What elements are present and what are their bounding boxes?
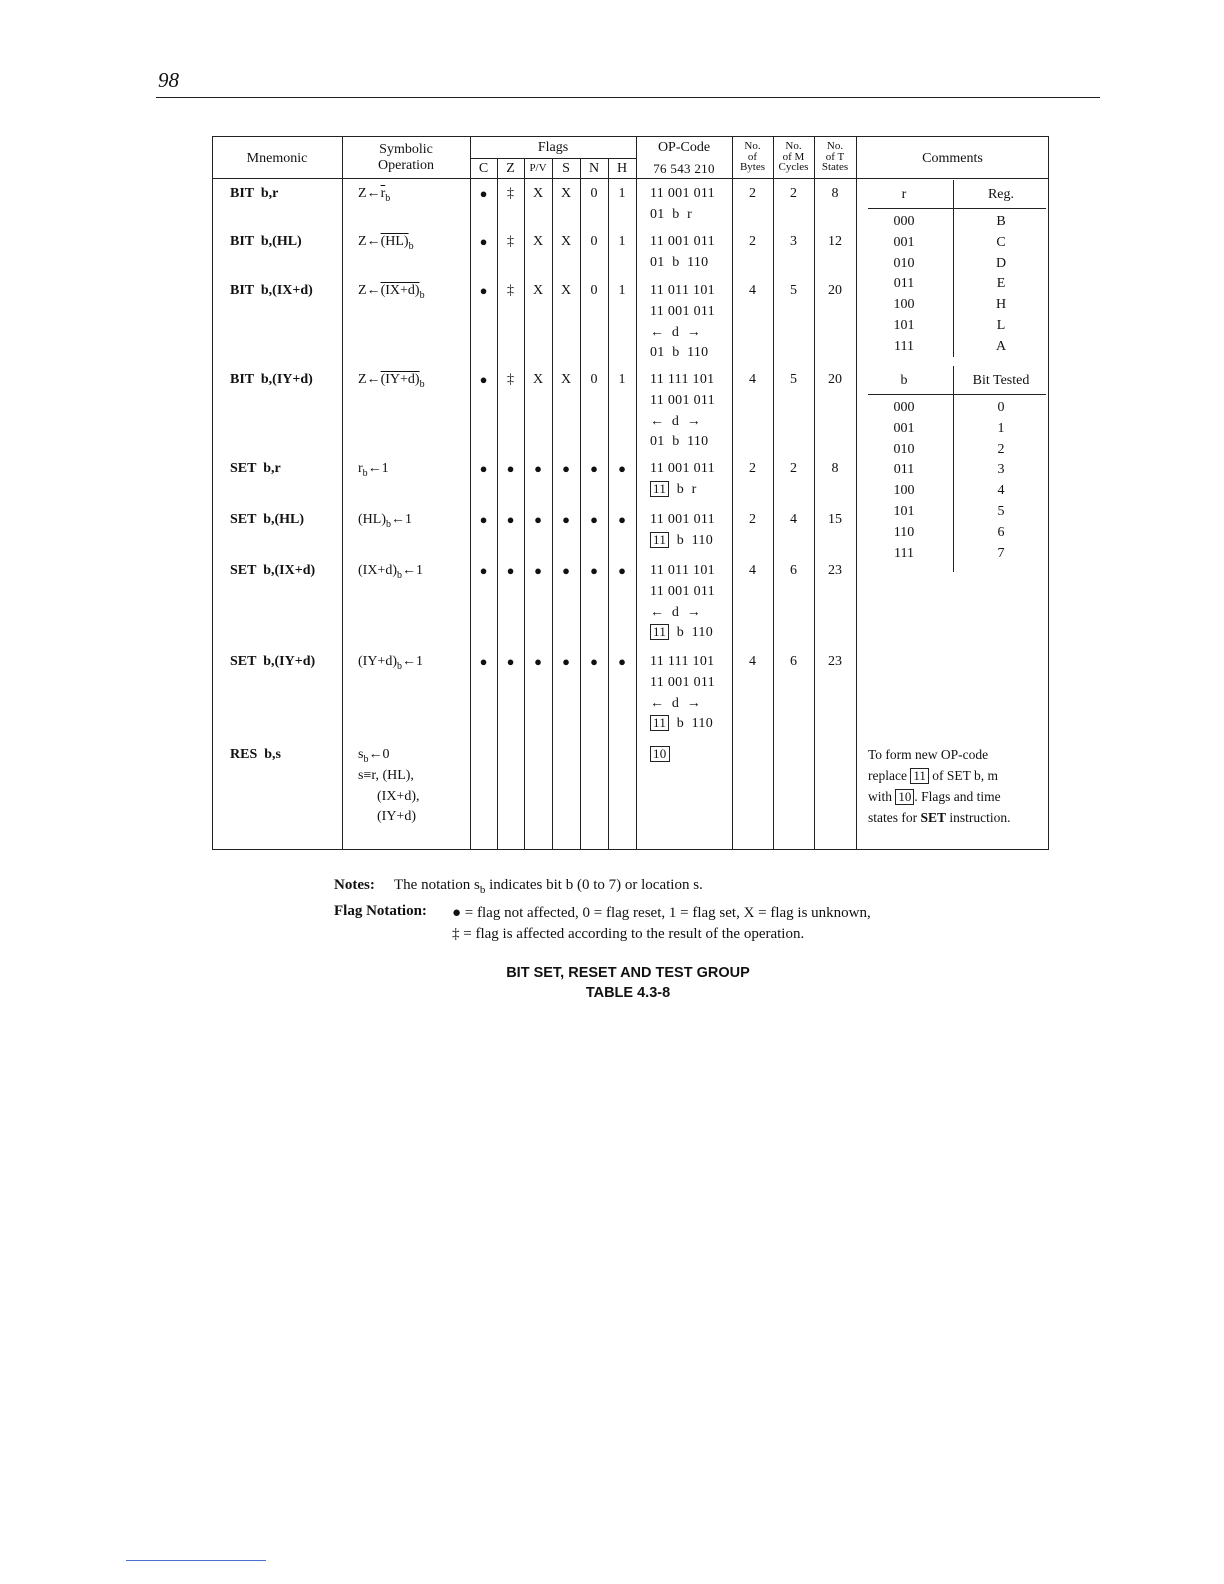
flag-cell: ● <box>590 654 598 669</box>
flag-cell: ● <box>479 372 488 387</box>
header-flag-h: H <box>616 161 628 176</box>
mnemonic-cell: SET b,(IY+d) <box>230 654 316 669</box>
opcode-line: 11 111 101 <box>650 372 715 387</box>
flag-notation-line1: ● = flag not affected, 0 = flag reset, 1 = flag set, X = flag is unknown, <box>452 905 871 921</box>
flag-cell: ‡ <box>507 283 514 298</box>
m-cycles-cell: 3 <box>790 234 797 249</box>
res-comment-text: of SET b, m <box>928 768 999 783</box>
symbolic-op-cell <box>358 653 423 676</box>
caption-title: BIT SET, RESET AND TEST GROUP <box>506 965 750 981</box>
flag-cell: X <box>532 186 544 201</box>
header-symbolic-1: Symbolic <box>379 142 433 157</box>
reg-table-row-code: 010 <box>893 255 915 271</box>
reg-table-row-code: 001 <box>893 234 915 250</box>
op-prefix: Z← <box>358 234 381 249</box>
header-flag-n: N <box>588 161 600 176</box>
res-comment-text: SET <box>920 810 947 825</box>
header-bytes-2: Bytes <box>739 161 766 173</box>
header-flag-c: C <box>478 161 489 176</box>
mnemonic-cell: BIT b,(IY+d) <box>230 372 313 387</box>
op-prefix: Z← <box>358 283 381 298</box>
reg-table-head-col1: r <box>901 187 907 202</box>
reg-table-row-value: E <box>996 276 1006 292</box>
footer-link-line <box>126 1560 266 1561</box>
flag-cell: ● <box>479 654 488 669</box>
bytes-cell: 2 <box>749 234 756 249</box>
opcode-boxed-bits: 10 <box>650 746 670 762</box>
flag-cell: ● <box>534 654 542 669</box>
op-operand: (HL) <box>358 512 386 527</box>
opcode-bits: b 110 <box>669 625 714 641</box>
header-opcode: OP-Code <box>657 140 711 155</box>
bit-table-head-rule <box>868 394 1046 395</box>
reg-table-row-value: A <box>995 338 1007 354</box>
t-states-cell: 15 <box>828 512 842 527</box>
m-cycles-cell: 6 <box>790 563 797 578</box>
opcode-line: 01 b 110 <box>650 345 709 361</box>
table-column-rule <box>580 158 581 850</box>
header-flag-pv: P/V <box>529 162 547 174</box>
bytes-cell: 2 <box>749 186 756 201</box>
reg-table-head-rule <box>868 208 1046 209</box>
op-operand: (IX+d) <box>358 563 397 578</box>
bytes-cell: 4 <box>749 654 756 669</box>
symbolic-op-extra: (IX+d), <box>377 788 420 804</box>
bit-table-row-value: 6 <box>997 524 1005 540</box>
notes-text: The notation $s_b$ indicates bit b (0 to 7) or location s. <box>394 877 703 896</box>
flag-cell: ● <box>562 654 570 669</box>
flag-cell: ● <box>590 512 598 527</box>
reg-table-row-value: B <box>996 214 1006 229</box>
op-bit-subscript: b <box>385 192 391 204</box>
symbolic-op-extra: s≡r, (HL), <box>358 767 414 783</box>
flag-cell: 1 <box>618 283 626 298</box>
opcode-line: 11 001 011 <box>650 186 715 201</box>
m-cycles-cell: 4 <box>790 512 797 527</box>
header-flag-s: S <box>562 161 570 176</box>
op-assign: ←1 <box>402 654 423 669</box>
flag-cell: ● <box>479 461 488 476</box>
bit-table-row-code: 110 <box>893 524 915 540</box>
symbolic-op-extra: (IY+d) <box>377 809 416 825</box>
op-bit-subscript: b <box>363 753 369 765</box>
opcode-line <box>636 715 732 733</box>
bit-table-row-code: 010 <box>893 441 915 457</box>
opcode-line: 11 001 011 <box>650 674 715 690</box>
bytes-cell: 4 <box>749 283 756 298</box>
flag-cell: ● <box>618 563 626 578</box>
flag-cell: ● <box>479 283 488 298</box>
m-cycles-cell: 6 <box>790 654 797 669</box>
opcode-bits: b 110 <box>669 716 714 732</box>
bit-table-row-value: 4 <box>997 483 1005 499</box>
flag-cell: ● <box>590 461 598 476</box>
header-opcode-bits: 76 543 210 <box>653 161 715 176</box>
op-operand: $\overline{r}$ <box>380 186 386 201</box>
mnemonic-cell: BIT b,r <box>230 186 279 201</box>
opcode-boxed-bits: 11 <box>650 532 669 548</box>
boxed-11: 11 <box>910 768 929 784</box>
bytes-cell: 2 <box>749 512 756 527</box>
op-assign: ←1 <box>402 563 423 578</box>
bit-table-row-value: 5 <box>997 504 1005 519</box>
flag-cell: X <box>532 372 544 387</box>
bit-table-row-value: 2 <box>997 441 1005 457</box>
flag-cell: ● <box>534 563 542 578</box>
t-states-cell: 23 <box>828 563 842 578</box>
notes-label: Notes: <box>334 877 375 893</box>
flag-cell: 0 <box>590 372 598 387</box>
reg-table-row-code: 100 <box>893 297 915 313</box>
mnemonic-cell: SET b,(IX+d) <box>230 563 316 578</box>
symbolic-op-cell <box>358 233 414 256</box>
bit-table-row-code: 001 <box>893 420 915 436</box>
flag-cell: ● <box>479 186 488 201</box>
flag-cell: X <box>560 372 572 387</box>
flag-cell: ● <box>479 563 488 578</box>
opcode-line <box>636 746 732 764</box>
bit-table-row-value: 1 <box>997 420 1005 436</box>
reg-table-row-code: 101 <box>893 318 915 333</box>
flag-cell: X <box>532 283 544 298</box>
res-comment-text: with <box>868 789 896 804</box>
symbolic-op-cell <box>358 282 425 305</box>
m-cycles-cell: 5 <box>790 372 797 387</box>
op-bit-subscript: b <box>386 518 391 530</box>
header-t-states-0: No. <box>826 140 844 152</box>
res-comment-text: . Flags and time <box>914 789 1001 804</box>
bit-table-row-value: 3 <box>997 462 1005 478</box>
table-column-rule <box>342 136 343 850</box>
op-assign: ←1 <box>367 461 389 476</box>
t-states-cell: 8 <box>831 186 839 201</box>
flag-cell: ● <box>479 512 488 527</box>
mnemonic-cell: SET b,(HL) <box>230 512 305 527</box>
t-states-cell: 23 <box>828 654 842 669</box>
opcode-boxed-bits: 11 <box>650 624 669 640</box>
header-comments: Comments <box>922 151 983 166</box>
table-column-rule <box>608 158 609 850</box>
bit-table-row-code: 100 <box>893 483 915 499</box>
res-comment-line1: To form new OP-code <box>868 747 989 762</box>
boxed-10: 10 <box>895 789 914 805</box>
opcode-line <box>636 532 732 550</box>
mnemonic-cell: SET b,r <box>230 461 281 476</box>
bit-table-head-col2: Bit Tested <box>972 373 1030 388</box>
opcode-line: 11 011 101 <box>650 563 715 578</box>
flag-cell: ‡ <box>507 372 514 387</box>
opcode-line: 01 b 110 <box>650 254 709 270</box>
bytes-cell: 4 <box>749 372 756 387</box>
opcode-line: 11 001 011 <box>650 303 715 319</box>
header-bytes-0: No. <box>744 140 761 152</box>
flag-cell: ● <box>506 563 515 578</box>
flag-cell: ● <box>590 563 598 578</box>
reg-table-row-code: 111 <box>894 338 914 354</box>
m-cycles-cell: 5 <box>790 283 797 298</box>
symbolic-op-cell <box>358 511 412 534</box>
opcode-line: ← d → <box>650 604 702 620</box>
flag-cell: ● <box>618 461 626 476</box>
top-rule <box>156 97 1100 98</box>
op-bit-subscript: b <box>362 467 368 479</box>
table-column-rule <box>552 158 553 850</box>
mnemonic-cell: RES b,s <box>230 747 281 762</box>
header-bytes-1: of <box>747 150 758 163</box>
opcode-bits: b 110 <box>669 532 714 548</box>
bit-table-row-code: 011 <box>893 462 915 478</box>
opcode-boxed-bits: 11 <box>650 715 669 731</box>
opcode-line: 11 001 011 <box>650 234 715 249</box>
bit-table-row-code: 111 <box>894 545 914 561</box>
header-bottom-rule <box>212 178 1049 179</box>
mnemonic-cell: BIT b,(IX+d) <box>230 283 313 298</box>
op-operand: s <box>358 747 364 762</box>
flag-cell: ● <box>534 461 542 476</box>
flag-cell: ● <box>506 461 515 476</box>
op-operand: (IY+d) <box>358 654 397 669</box>
opcode-line: 11 001 011 <box>650 583 715 599</box>
bit-table-row-value: 7 <box>997 545 1005 561</box>
op-prefix: Z← <box>358 186 381 201</box>
reg-table-row-code: 000 <box>893 214 915 229</box>
op-operand: (IX+d) <box>380 283 420 298</box>
opcode-line <box>636 624 732 642</box>
flag-cell: X <box>560 234 572 249</box>
opcode-line: ← d → <box>650 695 702 711</box>
bit-table-row-code: 000 <box>893 400 915 415</box>
opcode-boxed-bits: 11 <box>650 481 669 497</box>
op-operand: (IY+d) <box>380 372 420 387</box>
bit-table-row-code: 101 <box>893 504 915 519</box>
opcode-line: ← d → <box>650 324 702 340</box>
op-operand: r <box>358 461 363 476</box>
page-number: 98 <box>158 68 179 92</box>
res-comment-text: instruction. <box>946 810 1011 825</box>
bit-table-head-col1: b <box>900 373 908 388</box>
t-states-cell: 8 <box>831 461 839 476</box>
opcode-line: ← d → <box>650 413 702 429</box>
reg-table-row-value: D <box>995 255 1007 271</box>
flag-cell: 0 <box>590 234 598 249</box>
flag-cell: 1 <box>618 234 626 249</box>
flag-notation-label: Flag Notation: <box>334 903 427 919</box>
table-column-rule <box>856 136 857 850</box>
opcode-line: 11 001 011 <box>650 461 715 476</box>
flag-cell: X <box>560 283 572 298</box>
bytes-cell: 2 <box>749 461 756 476</box>
header-t-states-1: of T <box>825 150 845 163</box>
opcode-line: 01 b 110 <box>650 434 709 450</box>
symbolic-op-cell <box>358 185 390 208</box>
flag-cell: ● <box>562 461 570 476</box>
res-comment-line2 <box>868 767 998 785</box>
opcode-line: 11 111 101 <box>650 654 715 669</box>
flag-notation-line2: ‡ = flag is affected according to the result of the operation. <box>452 926 805 942</box>
symbolic-op-cell <box>358 562 423 585</box>
opcode-bits: b r <box>669 481 697 497</box>
t-states-cell: 20 <box>828 372 842 387</box>
flag-cell: 0 <box>590 186 598 201</box>
flag-cell: ● <box>618 512 626 527</box>
opcode-line <box>636 481 732 499</box>
opcode-line: 01 b r <box>650 206 693 222</box>
header-flag-z: Z <box>506 161 515 176</box>
mnemonic-cell: BIT b,(HL) <box>230 234 302 249</box>
res-comment-text: states for <box>868 810 921 825</box>
m-cycles-cell: 2 <box>790 186 797 201</box>
header-mnemonic: Mnemonic <box>246 151 308 166</box>
op-bit-subscript: b <box>408 240 414 252</box>
flag-cell: X <box>560 186 572 201</box>
reg-table-head-col2: Reg. <box>987 187 1015 202</box>
flag-cell: ● <box>562 563 570 578</box>
op-operand: (HL) <box>380 234 409 249</box>
t-states-cell: 20 <box>828 283 842 298</box>
opcode-line: 11 001 011 <box>650 512 715 527</box>
op-bit-subscript: b <box>419 378 425 390</box>
op-prefix: Z← <box>358 372 381 387</box>
reg-table-row-value: C <box>996 234 1006 250</box>
header-t-states-2: States <box>821 161 849 173</box>
reg-table-row-value: L <box>996 318 1006 333</box>
flag-cell: ● <box>506 512 515 527</box>
flag-cell: 1 <box>618 186 626 201</box>
m-cycles-cell: 2 <box>790 461 797 476</box>
flag-cell: ● <box>506 654 515 669</box>
flag-cell: X <box>532 234 544 249</box>
flag-cell: 1 <box>618 372 626 387</box>
symbolic-op-cell <box>358 746 389 769</box>
op-bit-subscript: b <box>397 569 402 581</box>
res-comment-line4 <box>868 809 1011 827</box>
header-m-cycles-1: of M <box>782 150 805 163</box>
reg-table-row-code: 011 <box>893 276 915 292</box>
flag-cell: ● <box>534 512 542 527</box>
caption-table-number: TABLE 4.3-8 <box>585 985 671 1001</box>
flags-sub-rule <box>470 158 636 159</box>
res-comment-text: replace <box>868 768 911 783</box>
flag-cell: ● <box>562 512 570 527</box>
opcode-line: 11 001 011 <box>650 392 715 408</box>
res-comment-line3 <box>868 788 1001 806</box>
symbolic-op-cell <box>358 371 425 394</box>
flag-cell: ● <box>618 654 626 669</box>
symbolic-op-cell <box>358 460 389 483</box>
op-bit-subscript: b <box>419 289 425 301</box>
table-column-rule <box>524 158 525 850</box>
header-symbolic-2: Operation <box>378 158 434 173</box>
bytes-cell: 4 <box>749 563 756 578</box>
op-bit-subscript: b <box>397 660 402 672</box>
flag-cell: ● <box>479 234 488 249</box>
table-column-rule <box>497 158 498 850</box>
op-assign: ←1 <box>391 512 412 527</box>
header-flags: Flags <box>537 140 569 155</box>
op-assign: ←0 <box>368 747 390 762</box>
reg-table-row-value: H <box>995 297 1007 313</box>
t-states-cell: 12 <box>828 234 842 249</box>
flag-cell: ‡ <box>507 186 514 201</box>
opcode-line: 11 011 101 <box>650 283 715 298</box>
flag-cell: 0 <box>590 283 598 298</box>
header-m-cycles-0: No. <box>785 140 802 152</box>
bit-table-row-value: 0 <box>997 400 1005 415</box>
flag-cell: ‡ <box>507 234 514 249</box>
header-m-cycles-2: Cycles <box>778 161 809 173</box>
